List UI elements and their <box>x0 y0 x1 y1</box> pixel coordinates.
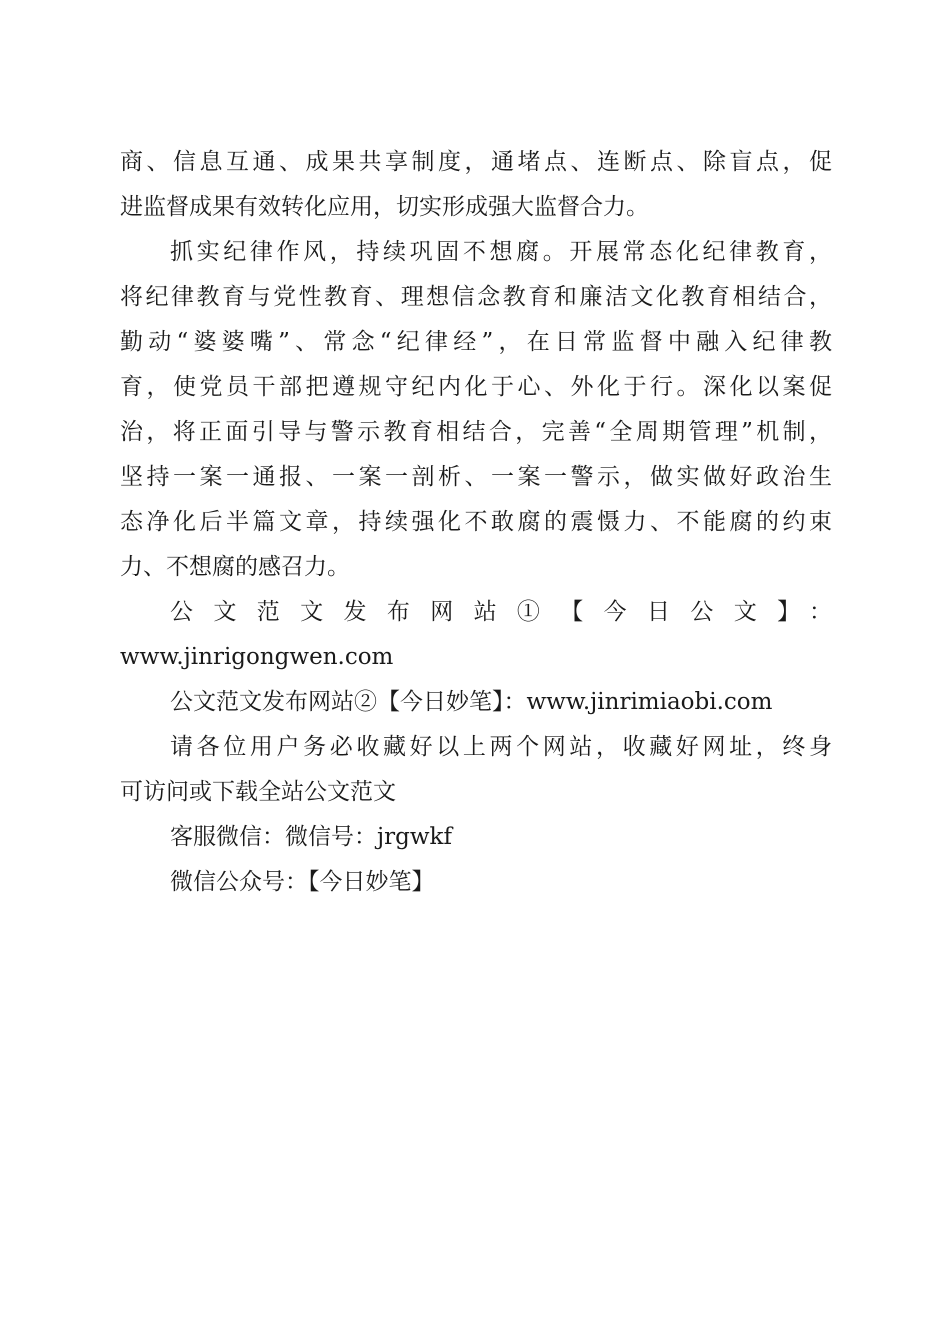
paragraph-2-line-8: 力、不想腐的感召力。 <box>120 554 350 580</box>
notice-line-2: 可访问或下载全站公文范文 <box>120 779 396 805</box>
customer-service-line: 客服微信：微信号：jrgwkf <box>170 824 452 850</box>
paragraph-2-line-5: 治，将正面引导与警示教育相结合，完善“全周期管理”机制， <box>120 419 832 445</box>
paragraph-2-line-4: 育，使党员干部把遵规守纪内化于心、外化于行。深化以案促 <box>120 374 832 400</box>
official-account-line: 微信公众号：【今日妙笔】 <box>170 869 435 895</box>
paragraph-2-line-6: 坚持一案一通报、一案一剖析、一案一警示，做实做好政治生 <box>120 464 832 490</box>
paragraph-2-line-1: 抓实纪律作风，持续巩固不想腐。开展常态化纪律教育， <box>170 239 832 265</box>
site-1-url: www.jinrigongwen.com <box>120 644 394 670</box>
document-body <box>120 140 832 905</box>
paragraph-1-line-2: 进监督成果有效转化应用，切实形成强大监督合力。 <box>120 194 649 220</box>
site-2-line: 公文范文发布网站②【今日妙笔】：www.jinrimiaobi.com <box>170 689 773 715</box>
site-1-label: 公文范文发布网站①【今日公文】： <box>170 599 832 625</box>
paragraph-1-line-1: 商、信息互通、成果共享制度，通堵点、连断点、除盲点，促 <box>120 149 832 175</box>
notice-line-1: 请各位用户务必收藏好以上两个网站，收藏好网址，终身 <box>170 734 832 760</box>
paragraph-2-line-3: 勤动“婆婆嘴”、常念“纪律经”，在日常监督中融入纪律教 <box>120 329 832 355</box>
paragraph-2-line-7: 态净化后半篇文章，持续强化不敢腐的震慑力、不能腐的约束 <box>120 509 832 535</box>
paragraph-2-line-2: 将纪律教育与党性教育、理想信念教育和廉洁文化教育相结合， <box>120 284 832 310</box>
